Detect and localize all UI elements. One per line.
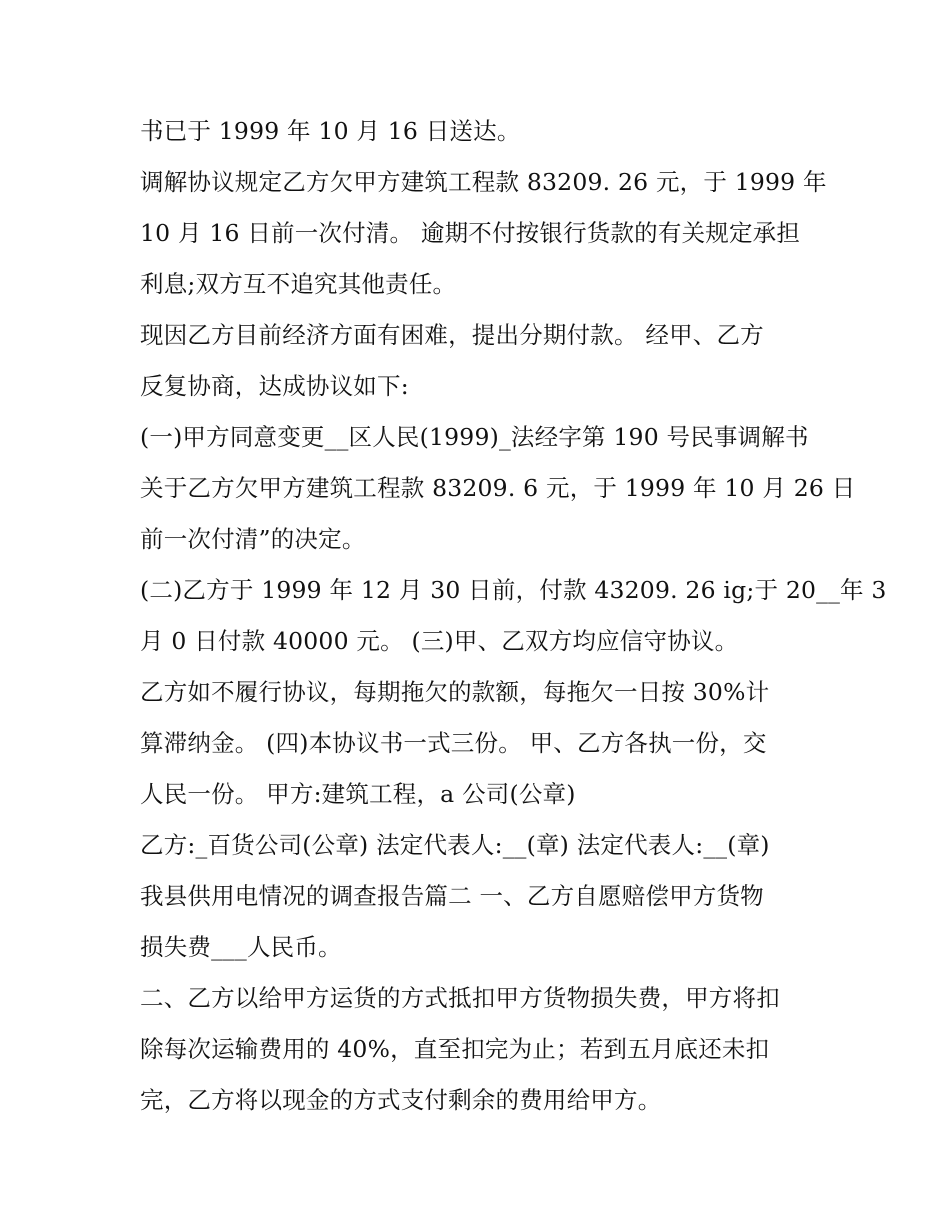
text-line: 乙方:_百货公司(公章) 法定代表人:__(章) 法定代表人:__(章) — [140, 831, 770, 859]
text-line: 利息;双方互不追究其他责任。 — [140, 270, 457, 298]
text-line: 月 0 日付款 40000 元。 (三)甲、乙双方均应信守协议。 — [140, 627, 739, 655]
text-line: 书已于 1999 年 10 月 16 日送达。 — [140, 117, 521, 145]
text-line: (一)甲方同意变更__区人民(1999)_法经字第 190 号民事调解书 — [140, 423, 809, 451]
text-line: 除每次运输费用的 40%，直至扣完为止；若到五月底还未扣 — [140, 1035, 770, 1063]
text-line: 完，乙方将以现金的方式支付剩余的费用给甲方。 — [140, 1086, 662, 1114]
text-line: 现因乙方目前经济方面有困难，提出分期付款。 经甲、乙方 — [140, 321, 764, 349]
text-line: 反复协商，达成协议如下: — [140, 372, 409, 400]
document-body — [140, 106, 887, 1126]
text-line: 10 月 16 日前一次付清。 逾期不付按银行货款的有关规定承担 — [140, 219, 801, 247]
text-line: 前一次付清”的决定。 — [140, 525, 366, 553]
text-line: 算滞纳金。 (四)本协议书一式三份。 甲、乙方各执一份，交 — [140, 729, 767, 757]
text-line: 人民一份。 甲方:建筑工程，a 公司(公章) — [140, 780, 576, 808]
text-line: 二、乙方以给甲方运货的方式抵扣甲方货物损失费，甲方将扣 — [140, 984, 780, 1012]
text-line: 关于乙方欠甲方建筑工程款 83209. 6 元，于 1999 年 10 月 26 日 — [140, 474, 856, 502]
text-line: (二)乙方于 1999 年 12 月 30 日前，付款 43209. 26 ig;于 20__年 3 — [140, 576, 887, 604]
text-line: 乙方如不履行协议，每期拖欠的款额，每拖欠一日按 30%计 — [140, 678, 770, 706]
text-line: 损失费___人民币。 — [140, 933, 342, 961]
text-line: 调解协议规定乙方欠甲方建筑工程款 83209. 26 元，于 1999 年 — [140, 168, 827, 196]
text-line: 我县供用电情况的调查报告篇二 一、乙方自愿赔偿甲方货物 — [140, 882, 764, 910]
